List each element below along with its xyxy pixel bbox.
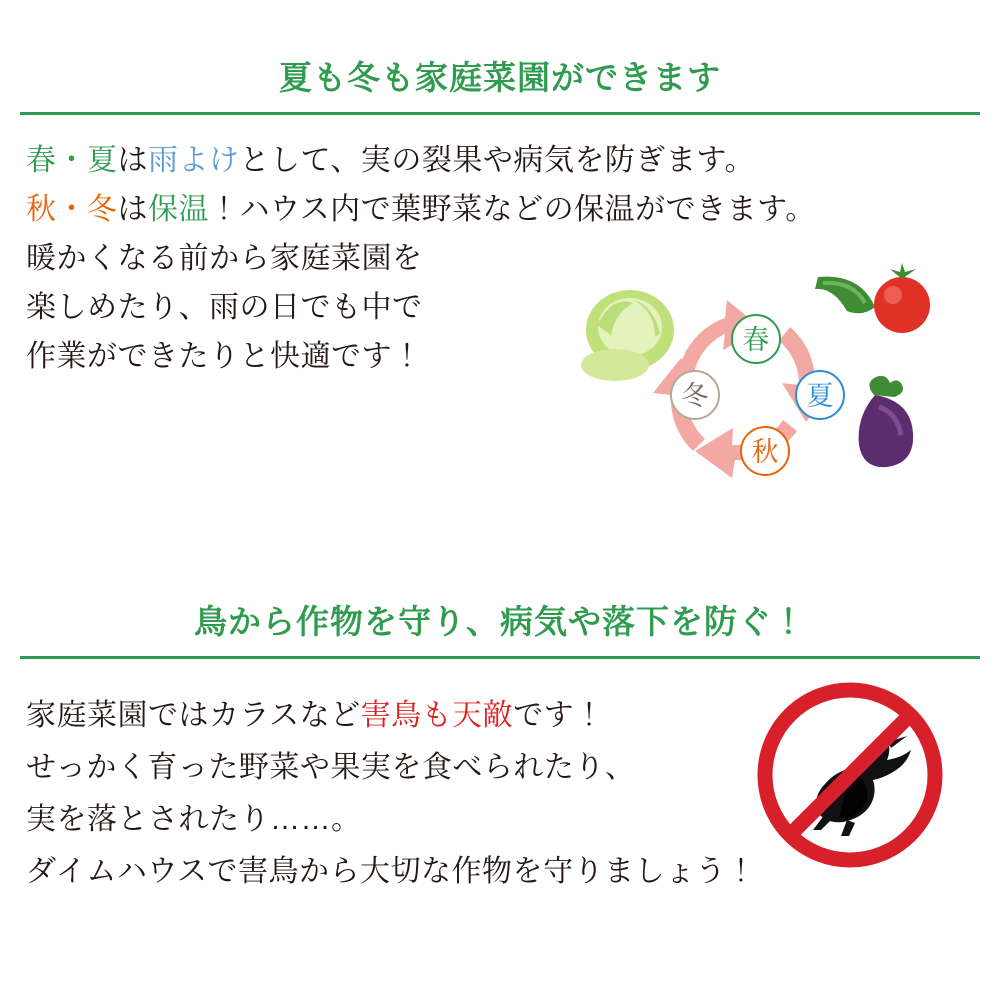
section-season [0,0,1000,467]
tomato-icon [874,263,930,333]
text-run: 実を落とされたり……。 [26,803,362,836]
text-run: 保温 [148,193,209,226]
svg-text:秋: 秋 [751,437,779,467]
text-line [26,185,986,234]
divider-season [20,112,980,115]
cabbage-icon [581,290,674,381]
text-run: です！ [513,699,605,732]
page-title-season: 夏も冬も家庭菜園ができます [279,59,721,96]
text-run: 家庭菜園ではカラスなど [26,699,361,732]
text-run: 楽しめたり、雨の日でも中で [26,291,423,324]
svg-text:夏: 夏 [806,381,834,411]
section-bird [0,590,1000,888]
text-run: 雨よけ [148,144,240,177]
text-run: として、実の裂果や病気を防ぎます。 [239,144,755,177]
text-run: せっかく育った野菜や果実を食べられたり、 [26,751,636,784]
crow-icon [813,736,911,836]
divider-bird [20,656,980,659]
svg-text:冬: 冬 [681,381,709,411]
cucumber-icon [815,277,875,314]
text-line [26,136,986,185]
text-run: ダイムハウスで害鳥から大切な作物を守りましょう！ [26,855,757,888]
text-run-highlight: 害鳥も天敵 [360,699,514,732]
text-run: 春・夏 [26,144,118,177]
text-run: 秋・冬 [26,193,118,226]
text-run: は [117,144,148,177]
text-run: 暖かくなる前から家庭菜園を [26,242,423,275]
no-bird-sign [755,680,945,870]
text-run: 作業ができたりと快適です！ [26,340,423,373]
text-run: ！ハウス内で葉野菜などの保温ができます。 [209,193,816,226]
text-run: は [117,193,148,226]
page-title-bird: 鳥から作物を守り、病気や落下を防ぐ！ [194,603,806,640]
svg-text:春: 春 [742,325,770,355]
season-cycle-diagram [575,255,975,505]
eggplant-icon [859,376,914,467]
